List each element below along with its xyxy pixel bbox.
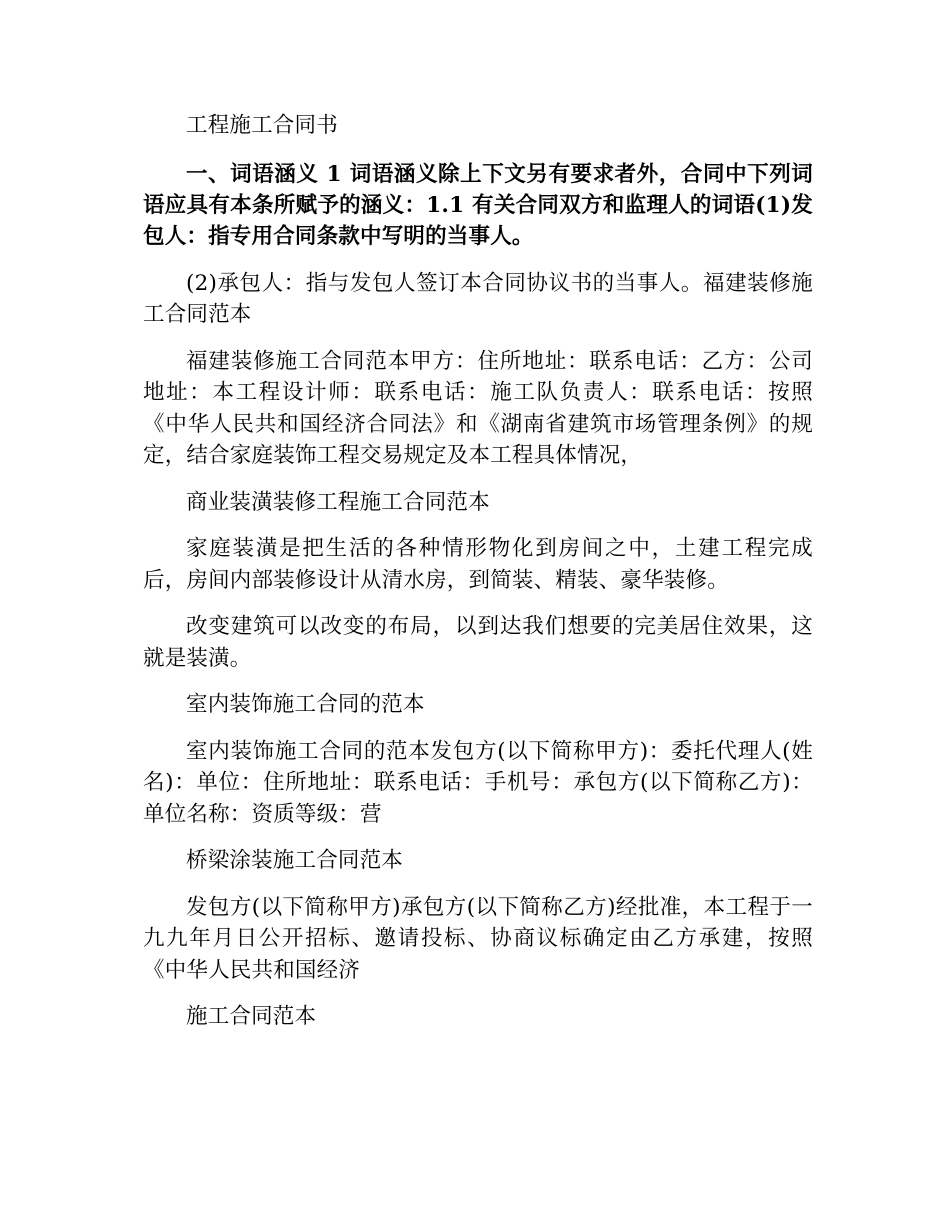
heading-commercial-decoration: 商业装潢装修工程施工合同范本 — [186, 489, 490, 515]
heading-construction-contract: 施工合同范本 — [186, 1004, 317, 1029]
document-page — [143, 110, 813, 1048]
heading-bridge-coating: 桥梁涂装施工合同范本 — [186, 848, 404, 873]
paragraph-interior-decoration: 室内装饰施工合同的范本发包方(以下简称甲方)：委托代理人(姓名)：单位：住所地址：联系电话：手机号：承包方(以下简称乙方)：单位名称：资质等级：营 — [143, 738, 813, 827]
paragraph-home-decoration: 家庭装潢是把生活的各种情形物化到房间之中，土建工程完成后，房间内部装修设计从清水房，到简装、精装、豪华装修。 — [143, 536, 813, 593]
heading-interior-decoration: 室内装饰施工合同的范本 — [186, 692, 425, 717]
document-title: 工程施工合同书 — [186, 113, 338, 138]
paragraph-bridge-coating: 发包方(以下简称甲方)承包方(以下简称乙方)经批准，本工程于一九九年月日公开招标、邀请投标、协商议标确定由乙方承建，按照《中华人民共和国经济 — [143, 894, 813, 983]
paragraph-contractor: (2)承包人：指与发包人签订本合同协议书的当事人。福建装修施工合同范本 — [143, 270, 813, 327]
paragraph-layout-change: 改变建筑可以改变的布局，以到达我们想要的完美居住效果，这就是装潢。 — [143, 614, 813, 671]
paragraph-definitions: 一、词语涵义 1 词语涵义除上下文另有要求者外，合同中下列词语应具有本条所赋予的涵义：1.1 有关合同双方和监理人的词语(1)发包人：指专用合同条款中写明的当事人。 — [143, 161, 813, 249]
paragraph-fujian-contract: 福建装修施工合同范本甲方：住所地址：联系电话：乙方：公司地址：本工程设计师：联系电话：施工队负责人：联系电话：按照《中华人民共和国经济合同法》和《湖南省建筑市场管理条例》的规定，结合家庭装饰工程交易规定及本工程具体情况， — [143, 348, 813, 468]
